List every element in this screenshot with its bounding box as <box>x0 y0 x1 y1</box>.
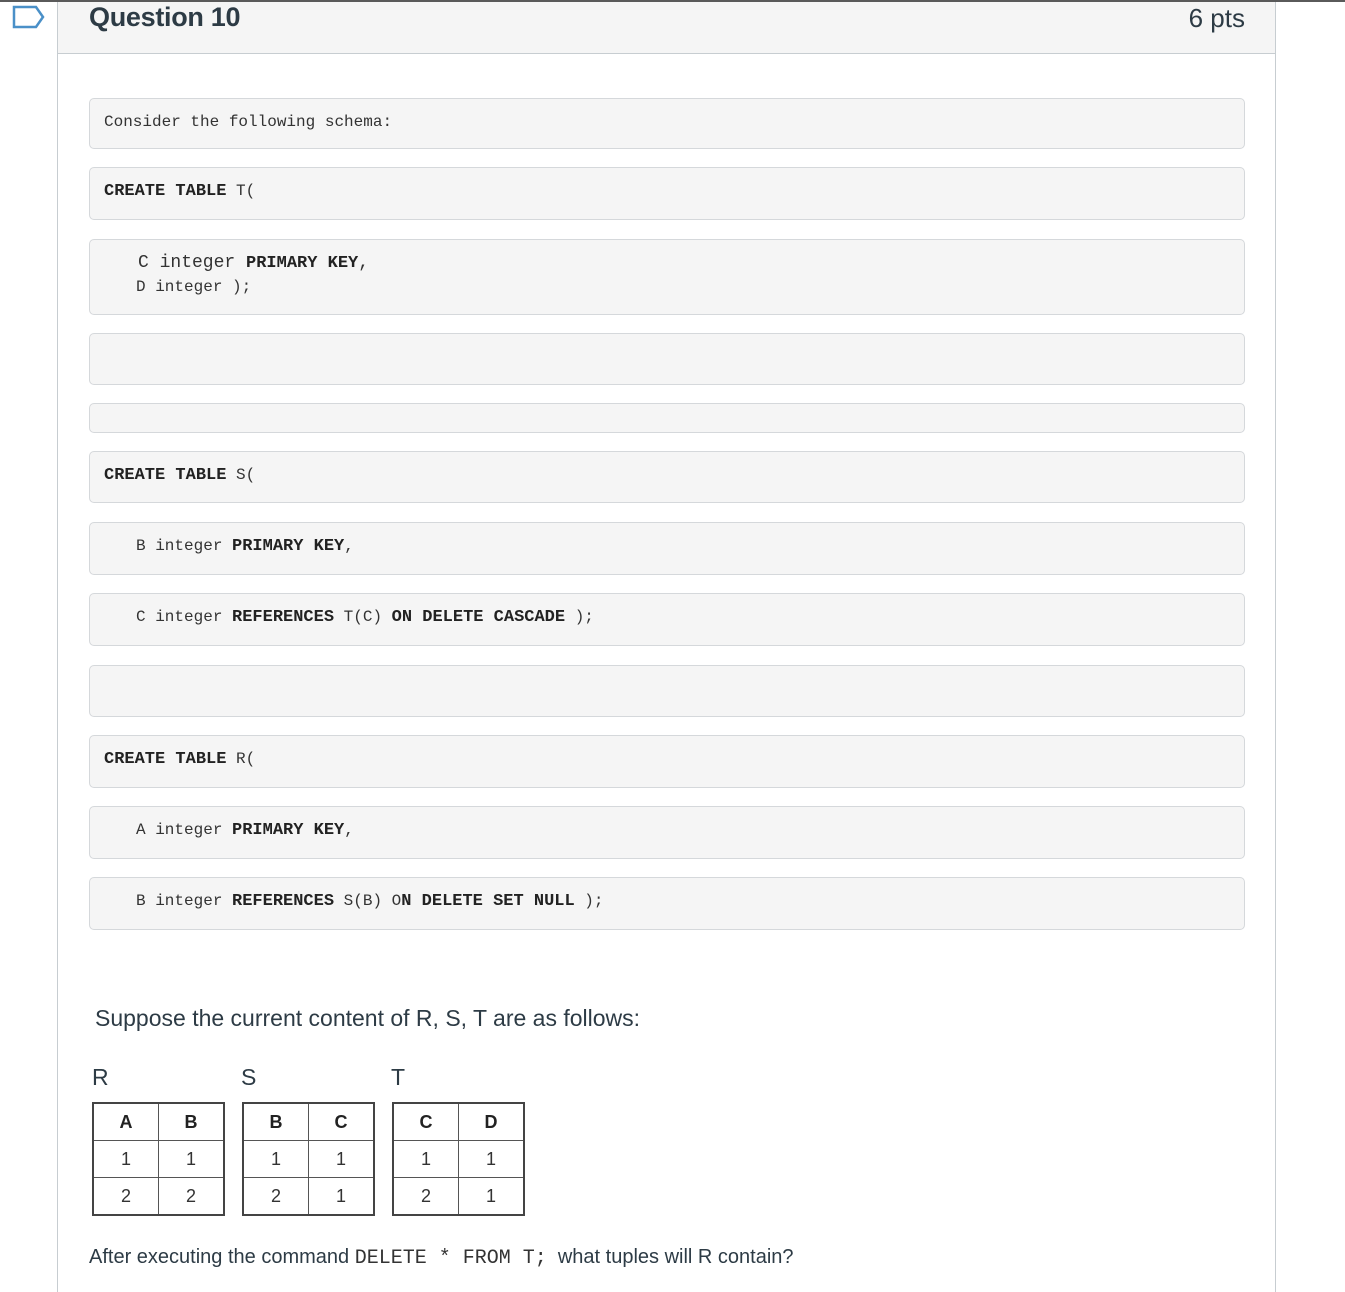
create-table-s-keyword: CREATE TABLE <box>104 466 227 485</box>
table-cell: 1 <box>159 1141 225 1178</box>
r-col1-keyword: PRIMARY KEY <box>232 821 345 840</box>
table-cell: 1 <box>243 1141 309 1178</box>
create-table-s-name: S( <box>226 466 256 484</box>
r-col2-def: B integer <box>136 892 233 910</box>
empty-code-box <box>89 333 1245 385</box>
table-cell: 1 <box>309 1141 375 1178</box>
s-col2-references: REFERENCES <box>232 608 335 627</box>
table-header-cell: D <box>459 1103 525 1141</box>
question-header <box>58 2 1275 54</box>
s-col1-def: B integer <box>136 537 233 555</box>
empty-code-box <box>89 665 1245 717</box>
table-r <box>92 1102 225 1216</box>
table-header-cell: C <box>393 1103 459 1141</box>
content-intro: Suppose the current content of R, S, T are as follows: <box>95 1005 641 1031</box>
t-col1-post: , <box>358 253 370 273</box>
r-col2-box <box>89 877 1245 930</box>
s-col1-keyword: PRIMARY KEY <box>232 537 345 556</box>
schema-intro: Consider the following schema: <box>104 113 393 131</box>
s-col2-box <box>89 593 1245 646</box>
table-header-cell: B <box>159 1103 225 1141</box>
create-table-t-box <box>89 167 1245 220</box>
question-title: Question 10 <box>89 2 241 32</box>
table-cell: 2 <box>93 1178 159 1216</box>
create-table-r-keyword: CREATE TABLE <box>104 750 227 769</box>
r-col2-post: ); <box>574 892 604 910</box>
s-col2-def: C integer <box>136 608 233 626</box>
create-table-t-keyword: CREATE TABLE <box>104 182 227 201</box>
table-s-label: S <box>241 1064 257 1090</box>
prompt-after: what tuples will R contain? <box>546 1246 794 1268</box>
table-cell: 2 <box>243 1178 309 1216</box>
empty-code-box <box>89 403 1245 433</box>
question-prompt <box>89 1246 794 1270</box>
table-cell: 1 <box>393 1141 459 1178</box>
table-cell: 1 <box>93 1141 159 1178</box>
r-col2-target: S(B) O <box>334 892 402 910</box>
question-card <box>57 2 1276 1292</box>
create-table-r-box <box>89 735 1245 788</box>
table-cell: 1 <box>459 1141 525 1178</box>
t-col2-def: D integer ); <box>136 278 252 296</box>
s-col2-post: ); <box>565 608 594 626</box>
t-col1-def: C integer <box>138 253 247 273</box>
create-table-t-name: T( <box>226 182 256 200</box>
prompt-before: After executing the command <box>89 1246 355 1268</box>
t-col1-keyword: PRIMARY KEY <box>246 254 359 273</box>
schema-intro-box <box>89 98 1245 149</box>
r-col2-on-delete: N DELETE SET NULL <box>401 892 575 911</box>
table-t <box>392 1102 525 1216</box>
table-cell: 1 <box>309 1178 375 1216</box>
question-points: 6 pts <box>1188 3 1245 33</box>
prompt-command: DELETE * FROM T; <box>354 1247 547 1270</box>
s-col2-on-delete: ON DELETE CASCADE <box>391 608 566 627</box>
table-header-cell: C <box>309 1103 375 1141</box>
table-header-cell: A <box>93 1103 159 1141</box>
table-cell: 2 <box>159 1178 225 1216</box>
table-t-label: T <box>391 1064 406 1090</box>
table-r-label: R <box>92 1064 109 1090</box>
s-col1-box <box>89 522 1245 575</box>
s-col2-target: T(C) <box>334 608 392 626</box>
create-table-s-box <box>89 451 1245 503</box>
r-col1-box <box>89 806 1245 859</box>
flag-question-icon[interactable] <box>12 4 46 30</box>
table-cell: 2 <box>393 1178 459 1216</box>
s-col1-post: , <box>344 537 354 555</box>
r-col1-post: , <box>344 821 354 839</box>
r-col2-references: REFERENCES <box>232 892 335 911</box>
create-table-r-name: R( <box>226 750 256 768</box>
table-t-columns-box <box>89 239 1245 315</box>
table-cell: 1 <box>459 1178 525 1216</box>
r-col1-def: A integer <box>136 821 233 839</box>
table-s <box>242 1102 375 1216</box>
table-header-cell: B <box>243 1103 309 1141</box>
